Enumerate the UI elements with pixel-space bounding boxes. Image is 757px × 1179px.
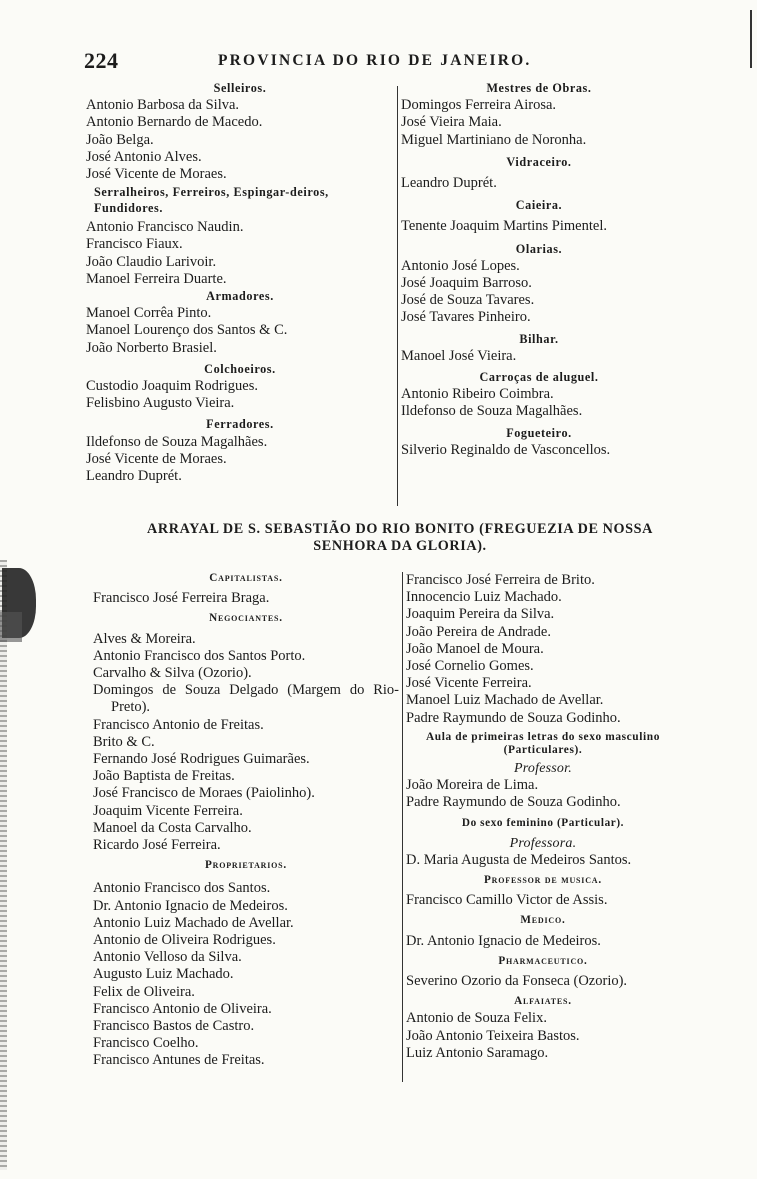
section-heading: Caieira.	[515, 198, 563, 213]
column-divider	[402, 572, 403, 1082]
list-item: Francisco Coelho.	[93, 1035, 199, 1052]
list-item: Padre Raymundo de Souza Godinho.	[406, 709, 621, 726]
list-item: José Vieira Maia.	[401, 114, 502, 131]
section-heading: Aula de primeiras letras do sexo masculino (Particulares).	[425, 730, 661, 757]
list-item: Manoel Luiz Machado de Avellar.	[406, 692, 604, 709]
list-item: Leandro Duprét.	[86, 468, 182, 485]
section-heading: Carroças de aluguel.	[479, 370, 599, 385]
list-item: Francisco Bastos de Castro.	[93, 1018, 255, 1035]
list-item: Dr. Antonio Ignacio de Medeiros.	[406, 932, 601, 949]
list-item: Francisco Fiaux.	[86, 236, 183, 253]
list-item: Severino Ozorio da Fonseca (Ozorio).	[406, 973, 628, 990]
section-heading: Alfaiates.	[514, 995, 572, 1008]
lower-left-column	[93, 570, 399, 1070]
running-title: PROVINCIA DO RIO DE JANEIRO.	[218, 52, 532, 69]
list-item: João Baptista de Freitas.	[93, 768, 235, 785]
list-item: José Cornelio Gomes.	[406, 658, 534, 675]
section-heading: Medico.	[520, 914, 566, 927]
list-item: Antonio Ribeiro Coimbra.	[401, 386, 554, 403]
list-item: Ildefonso de Souza Magalhães.	[401, 403, 583, 420]
list-item: Tenente Joaquim Martins Pimentel.	[401, 218, 607, 235]
list-item: João Antonio Teixeira Bastos.	[406, 1027, 580, 1044]
locality-title: ARRAYAL DE S. SEBASTIÃO DO RIO BONITO (FREGUEZIA DE NOSSA SENHORA DA GLORIA).	[147, 521, 653, 554]
list-item: Antonio Francisco dos Santos Porto.	[93, 647, 306, 664]
page-number: 224	[84, 48, 119, 73]
section-heading: Bilhar.	[519, 331, 559, 346]
ink-smudge	[0, 612, 22, 642]
section-heading: Negociantes.	[209, 612, 283, 625]
section-heading: Mestres de Obras.	[486, 81, 592, 95]
list-item: José Vicente Ferreira.	[406, 675, 532, 692]
list-item: Francisco Antonio de Oliveira.	[93, 1000, 272, 1017]
upper-left-column	[86, 80, 394, 485]
list-item: Francisco José Ferreira de Brito.	[406, 572, 595, 588]
list-item: Manoel Corrêa Pinto.	[86, 305, 212, 322]
list-item: Padre Raymundo de Souza Godinho.	[406, 794, 621, 811]
section-heading: Professor de musica.	[484, 874, 602, 887]
page-binding-edge	[0, 560, 7, 1170]
list-item: Antonio José Lopes.	[401, 257, 520, 274]
list-item: João Manoel de Moura.	[406, 640, 544, 657]
list-item: Antonio Luiz Machado de Avellar.	[93, 914, 294, 931]
section-heading: Pharmaceutico.	[498, 954, 588, 967]
list-item: Leandro Duprét.	[401, 175, 497, 192]
section-heading: Professora.	[509, 835, 577, 851]
section-heading: Do sexo feminino (Particular).	[461, 817, 625, 830]
list-item: Francisco Camillo Victor de Assis.	[406, 892, 608, 909]
list-item: Ricardo José Ferreira.	[93, 837, 221, 854]
list-item: Fernando José Rodrigues Guimarães.	[93, 751, 310, 768]
list-item: Brito & C.	[93, 733, 155, 750]
lower-right-column	[406, 572, 680, 1062]
list-item: João Pereira de Andrade.	[406, 623, 551, 640]
list-item: D. Maria Augusta de Medeiros Santos.	[406, 851, 632, 868]
list-item: Antonio Barbosa da Silva.	[86, 97, 240, 114]
list-item: Francisco Antonio de Freitas.	[93, 716, 264, 733]
list-item: José Antonio Alves.	[86, 148, 202, 165]
running-head	[84, 48, 676, 74]
list-item: João Norberto Brasiel.	[86, 339, 217, 356]
list-item: Luiz Antonio Saramago.	[406, 1044, 549, 1061]
list-item: Joaquim Vicente Ferreira.	[93, 802, 243, 819]
section-heading: Vidraceiro.	[506, 154, 572, 169]
section-heading: Armadores.	[206, 289, 274, 304]
section-heading: Selleiros.	[213, 81, 267, 95]
list-item: Innocencio Luiz Machado.	[406, 589, 562, 606]
list-item: José Vicente de Moraes.	[86, 166, 227, 183]
upper-right-column	[401, 80, 677, 459]
section-heading: Fogueteiro.	[506, 425, 572, 440]
section-heading: Serralheiros, Ferreiros, Espingar-deiros, Fundidores.	[94, 185, 329, 215]
list-item: Manoel Lourenço dos Santos & C.	[86, 322, 288, 339]
section-heading: Ferradores.	[206, 417, 274, 432]
section-heading: Olarias.	[515, 241, 563, 256]
list-item: Alves & Moreira.	[93, 630, 196, 647]
list-item: Dr. Antonio Ignacio de Medeiros.	[93, 897, 288, 914]
list-item: Antonio de Oliveira Rodrigues.	[93, 932, 276, 949]
column-divider	[397, 86, 398, 506]
list-item: Francisco Antunes de Freitas.	[93, 1052, 265, 1069]
list-item: Antonio Velloso da Silva.	[93, 949, 242, 966]
list-item: Joaquim Pereira da Silva.	[406, 606, 555, 623]
list-item: Felisbino Augusto Vieira.	[86, 395, 235, 412]
list-item: José Tavares Pinheiro.	[401, 309, 531, 326]
list-item: Francisco José Ferreira Braga.	[93, 590, 270, 607]
list-item: Silverio Reginaldo de Vasconcellos.	[401, 441, 611, 458]
list-item: Antonio Francisco dos Santos.	[93, 880, 271, 897]
list-item: José Vicente de Moraes.	[86, 450, 227, 467]
list-item: Manoel Ferreira Duarte.	[86, 270, 227, 287]
list-item: Carvalho & Silva (Ozorio).	[93, 665, 252, 682]
list-item: Felix de Oliveira.	[93, 983, 195, 1000]
list-item: Antonio de Souza Felix.	[406, 1010, 547, 1027]
section-heading: Colchoeiros.	[204, 361, 276, 376]
list-item: João Belga.	[86, 131, 154, 148]
list-item: Domingos Ferreira Airosa.	[401, 97, 557, 114]
list-item: Domingos de Souza Delgado (Margem do Rio-Preto).	[93, 682, 399, 716]
section-heading: Professor.	[514, 760, 572, 776]
list-item: José Francisco de Moraes (Paiolinho).	[93, 785, 315, 802]
list-item: Manoel José Vieira.	[401, 347, 517, 364]
section-heading: Capitalistas.	[209, 572, 283, 584]
list-item: Custodio Joaquim Rodrigues.	[86, 378, 258, 395]
list-item: José Joaquim Barroso.	[401, 275, 532, 292]
list-item: Ildefonso de Souza Magalhães.	[86, 433, 268, 450]
list-item: José de Souza Tavares.	[401, 292, 535, 309]
list-item: Augusto Luiz Machado.	[93, 966, 234, 983]
list-item: Manoel da Costa Carvalho.	[93, 819, 252, 836]
list-item: Antonio Francisco Naudin.	[86, 219, 244, 236]
list-item: João Moreira de Lima.	[406, 777, 539, 794]
list-item: Antonio Bernardo de Macedo.	[86, 114, 263, 131]
margin-mark	[750, 10, 752, 68]
list-item: Miguel Martiniano de Noronha.	[401, 131, 587, 148]
section-heading: Proprietarios.	[204, 859, 288, 872]
list-item: João Claudio Larivoir.	[86, 253, 217, 270]
